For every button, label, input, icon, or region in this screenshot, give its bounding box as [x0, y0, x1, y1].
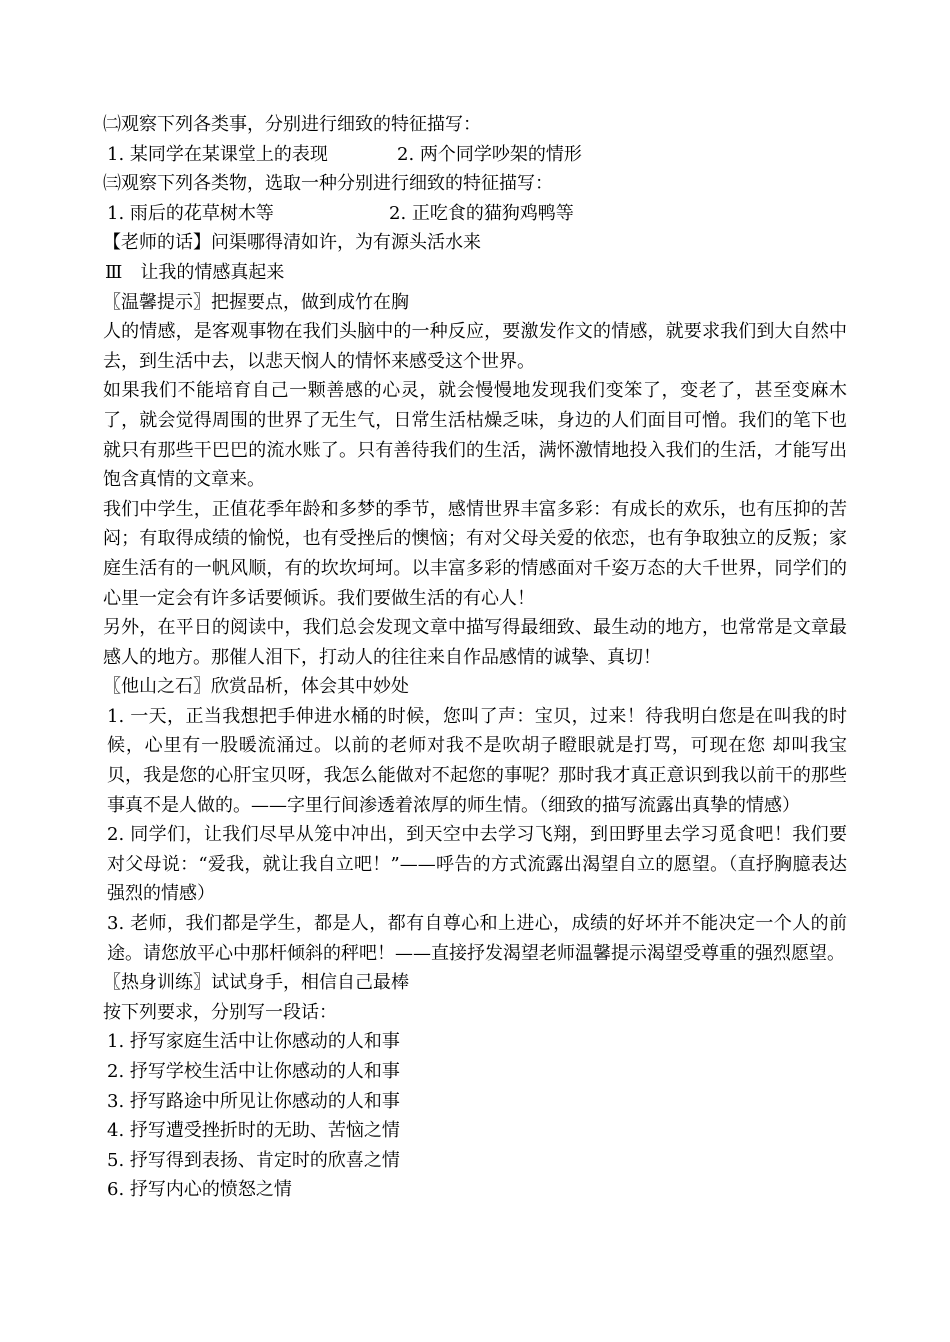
part-3-title: Ⅲ 让我的情感真起来 — [105, 261, 285, 283]
warmup-item: 4. 抒写遭受挫折时的无助、苦恼之情 — [107, 1120, 400, 1142]
section-2-item-2: 2. 两个同学吵架的情形 — [397, 143, 582, 165]
tips-title: 〖温馨提示〗把握要点，做到成竹在胸 — [103, 291, 409, 313]
warmup-item: 1. 抒写家庭生活中让你感动的人和事 — [107, 1031, 400, 1053]
paragraph-2: 如果我们不能培育自己一颗善感的心灵，就会慢慢地发现我们变笨了，变老了，甚至变麻木了，就会觉得周围的世界了无生气，日常生活枯燥乏味，身边的人们面目可憎。我们的笔下也就只有那些干巴巴的流水账了。只有善待我们的生活，满怀激情地投入我们的生活，才能写出饱含真情的文章来。 — [103, 380, 847, 491]
document-page — [103, 110, 847, 1205]
warmup-intro: 按下列要求，分别写一段话： — [103, 1001, 337, 1023]
other-stone-title: 〖他山之石〗欣赏品析，体会其中妙处 — [103, 676, 409, 698]
teacher-words: 【老师的话】问渠哪得清如许，为有源头活水来 — [103, 232, 481, 254]
section-3-item-1: 1. 雨后的花草树木等 — [107, 202, 274, 224]
section-3-header: ㈢观察下列各类物，选取一种分别进行细致的特征描写： — [103, 173, 553, 195]
warmup-title: 〖热身训练〗试试身手，相信自己最棒 — [103, 972, 409, 994]
paragraph-4: 另外，在平日的阅读中，我们总会发现文章中描写得最细致、最生动的地方，也常常是文章最感人的地方。那催人泪下，打动人的往往来自作品感情的诚挚、真切！ — [103, 617, 847, 668]
warmup-item: 5. 抒写得到表扬、肯定时的欣喜之情 — [107, 1149, 400, 1171]
section-3-items — [103, 199, 847, 229]
section-3-item-2: 2. 正吃食的猫狗鸡鸭等 — [389, 202, 574, 224]
section-2-item-1: 1. 某同学在某课堂上的表现 — [107, 143, 328, 165]
warmup-item: 2. 抒写学校生活中让你感动的人和事 — [107, 1061, 400, 1082]
section-2-items — [103, 140, 847, 170]
warmup-item: 3. 抒写路途中所见让你感动的人和事 — [107, 1090, 400, 1112]
example-1: 1. 一天，正当我想把手伸进水桶的时候，您叫了声：宝贝，过来！待我明白您是在叫我的时候，心里有一股暖流涌过。以前的老师对我不是吹胡子瞪眼就是打骂，可现在您 却叫我宝贝，我是您的心肝宝贝呀，我怎么能做对不起您的事呢？那时我才真正意识到我以前干的那些事真不是人做的。——字里行间渗透着浓厚的师生情。（细致的描写流露出真挚的情感） — [107, 705, 847, 816]
section-2-header: ㈡观察下列各类事，分别进行细致的特征描写： — [103, 114, 481, 135]
example-3: 3. 老师，我们都是学生，都是人，都有自尊心和上进心，成绩的好坏并不能决定一个人的前途。请您放平心中那杆倾斜的秤吧！——直接抒发渴望老师温馨提示渴望受尊重的强烈愿望。 — [107, 913, 847, 964]
warmup-item: 6. 抒写内心的愤怒之情 — [107, 1179, 292, 1201]
example-2: 2. 同学们，让我们尽早从笼中冲出，到天空中去学习飞翔，到田野里去学习觅食吧！我们要对父母说：“爱我，就让我自立吧！”——呼告的方式流露出渴望自立的愿望。（直抒胸臆表达强烈的情感） — [107, 824, 847, 905]
paragraph-3: 我们中学生，正值花季年龄和多梦的季节，感情世界丰富多彩：有成长的欢乐，也有压抑的苦闷；有取得成绩的愉悦，也有受挫后的懊恼；有对父母关爱的依恋，也有争取独立的反叛；家庭生活有的一帆风顺，有的坎坎坷坷。以丰富多彩的情感面对千姿万态的大千世界，同学们的心里一定会有许多话要倾诉。我们要做生活的有心人！ — [103, 498, 847, 609]
paragraph-1: 人的情感，是客观事物在我们头脑中的一种反应，要激发作文的情感，就要求我们到大自然中去，到生活中去，以悲天悯人的情怀来感受这个世界。 — [103, 321, 847, 372]
